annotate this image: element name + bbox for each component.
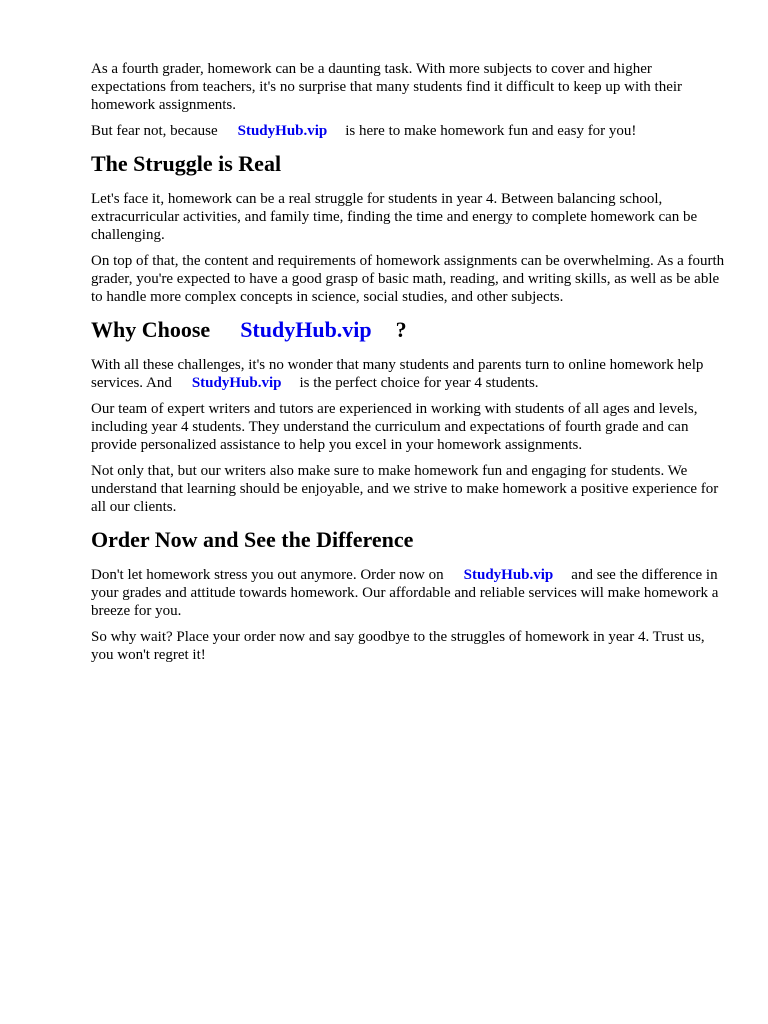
- order-paragraph-2: So why wait? Place your order now and say goodbye to the struggles of homework in year 4. Trust us, you won't regret it!: [91, 629, 705, 663]
- why-paragraph-1: [91, 356, 727, 392]
- order-paragraph-1: [91, 566, 727, 620]
- intro-paragraph-2: [91, 122, 727, 140]
- heading-order-now: Order Now and See the Difference: [91, 527, 414, 552]
- intro-text-before-link: But fear not, because: [91, 123, 218, 139]
- order-text-before-link: Don't let homework stress you out anymore. Order now on: [91, 567, 444, 583]
- intro-paragraph-1: As a fourth grader, homework can be a daunting task. With more subjects to cover and higher expectations from teachers, it's no surprise that many students find it difficult to keep up with their homework assignments.: [91, 61, 683, 113]
- why-paragraph-3: Not only that, but our writers also make sure to make homework fun and engaging for students. We understand that learning should be enjoyable, and we strive to make homework a positive experience for all our clients.: [91, 463, 719, 515]
- heading-struggle: The Struggle is Real: [91, 151, 282, 176]
- studyhub-heading-link[interactable]: StudyHub.vip: [240, 317, 372, 342]
- struggle-paragraph-1: Let's face it, homework can be a real struggle for students in year 4. Between balancing school, extracurricular activities, and family time, finding the time and energy to complete homework can be challenging.: [91, 191, 698, 243]
- heading-why-choose: [91, 317, 727, 343]
- studyhub-link-2[interactable]: StudyHub.vip: [191, 375, 282, 391]
- heading-question-mark: ?: [395, 317, 407, 342]
- heading-why-choose-text: Why Choose: [91, 317, 211, 342]
- order-text-after-link: and see the difference in your grades and attitude towards homework. Our affordable and reliable services will make homework a breeze for you.: [91, 567, 719, 619]
- struggle-paragraph-2: On top of that, the content and requirements of homework assignments can be overwhelming. As a fourth grader, you're expected to have a good grasp of basic math, reading, and writing skills, as well as be able to handle more complex concepts in science, social studies, and other subjects.: [91, 253, 725, 305]
- studyhub-link-3[interactable]: StudyHub.vip: [463, 567, 554, 583]
- studyhub-link[interactable]: StudyHub.vip: [237, 123, 328, 139]
- why-text-after-link: is the perfect choice for year 4 students.: [299, 375, 539, 391]
- why-text-before-link: With all these challenges, it's no wonder that many students and parents turn to online homework help services. And: [91, 357, 704, 391]
- document-page: [91, 60, 727, 664]
- why-paragraph-2: Our team of expert writers and tutors are experienced in working with students of all ages and levels, including year 4 students. They understand the curriculum and expectations of fourth grade and can provide personalized assistance to help you excel in your homework assignments.: [91, 401, 698, 453]
- intro-text-after-link: is here to make homework fun and easy for you!: [345, 123, 637, 139]
